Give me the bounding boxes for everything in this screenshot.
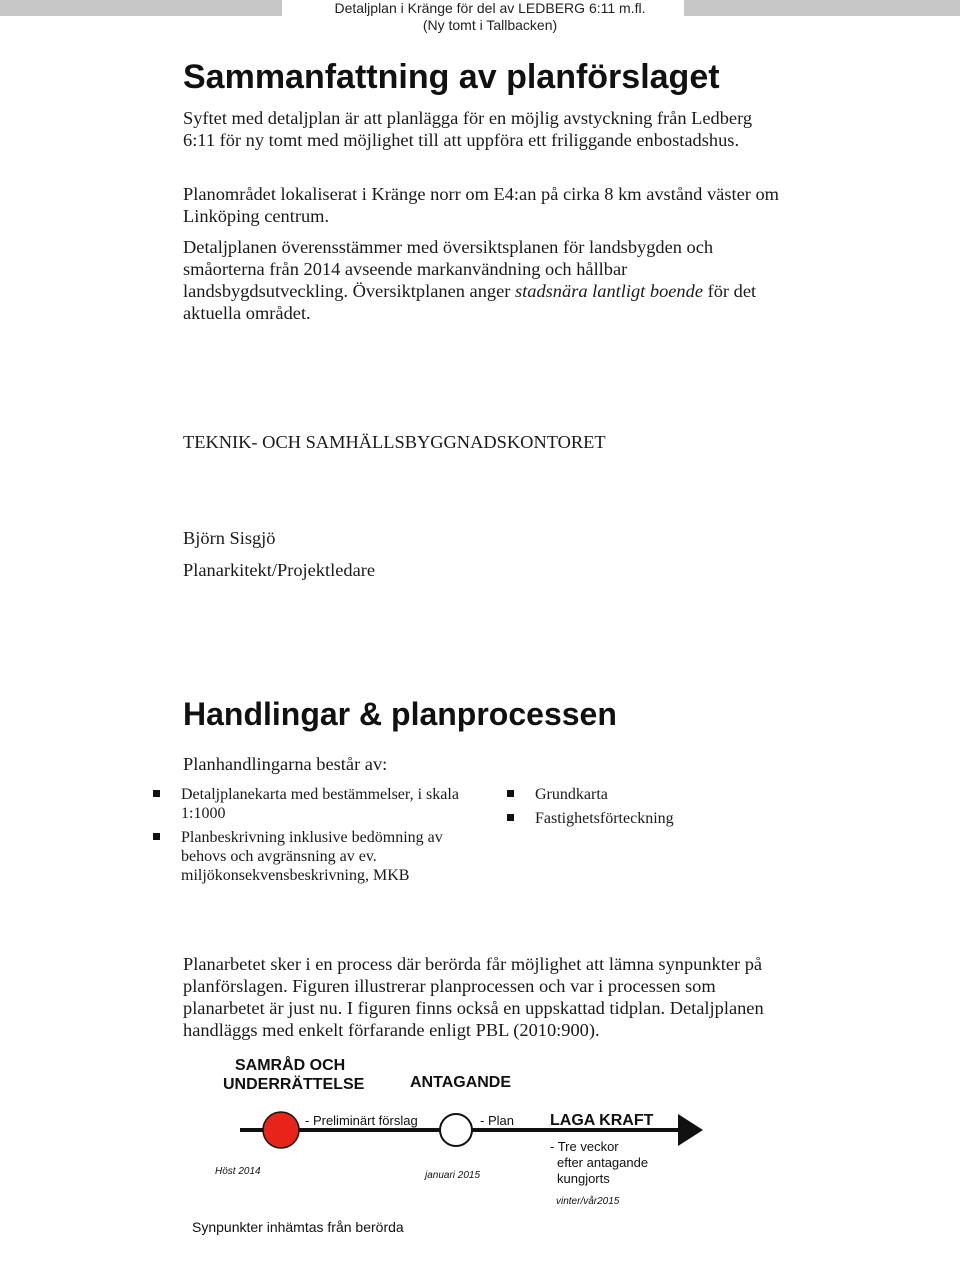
bullet-icon (153, 790, 160, 797)
page-header (300, 0, 680, 34)
header-line-1: Detaljplan i Kränge för del av LEDBERG 6:11 m.fl. (334, 0, 646, 16)
list-item (181, 828, 461, 885)
header-bar-left (0, 0, 282, 16)
date-3: vinter/vår2015 (556, 1196, 620, 1207)
list-item (181, 785, 461, 823)
stage1-marker-active (263, 1112, 299, 1148)
planning-process-diagram (190, 1050, 790, 1265)
bullet-icon (507, 814, 514, 821)
summary-paragraph-1: Syftet med detaljplan är att planlägga för en möjlig avstyckning från Ledberg 6:11 för ny tomt med möjlighet till att uppföra ett friliggande enbostadshus. (183, 108, 753, 150)
list-item-text: Grundkarta (535, 786, 608, 803)
process-paragraph: Planarbetet sker i en process där berörda får möjlighet att lämna synpunkter på planförslagen. Figuren illustrerar planprocessen och var i processen som planarbetet är just nu. I figuren finns också en uppskattad tidplan. Detaljplanen handläggs med enkelt förfarande enligt PBL (2010:900). (183, 954, 764, 1040)
date-2: januari 2015 (425, 1170, 481, 1181)
documents-title: Handlingar & planprocessen (183, 696, 617, 732)
stage3-sub-line1: - Tre veckor (550, 1139, 619, 1154)
stage3-label: LAGA KRAFT (550, 1112, 654, 1129)
office-name: TEKNIK- OCH SAMHÄLLSBYGGNADSKONTORET (183, 432, 606, 452)
stage1-label-line2: UNDERRÄTTELSE (223, 1076, 365, 1093)
p3-start: Detaljplanen överensstämmer med översiktsplanen för landsbygden och småorterna från 2014 avseende markanvändning och hållbar landsbygdsutveckling. Översiktplanen anger (183, 237, 714, 301)
header-line-2: (Ny tomt i Tallbacken) (422, 17, 558, 33)
date-1: Höst 2014 (215, 1166, 261, 1177)
timeline-arrow-icon (678, 1114, 703, 1146)
bullet-icon (153, 833, 160, 840)
stage1-sub: - Preliminärt förslag (305, 1113, 418, 1128)
stage1-label-line1: SAMRÅD OCH (235, 1057, 346, 1074)
stage3-sub-line3: kungjorts (557, 1171, 610, 1186)
p3-italic: stadsnära lantligt boende (514, 281, 703, 301)
document-list-left (181, 785, 461, 890)
summary-title: Sammanfattning av planförslaget (183, 58, 720, 96)
signature-role: Planarkitekt/Projektledare (183, 560, 376, 580)
p3-end: för det aktuella området. (183, 281, 757, 323)
stage2-label: ANTAGANDE (410, 1074, 512, 1091)
stage2-sub: - Plan (480, 1113, 514, 1128)
stage3-sub-line2: efter antagande (557, 1155, 649, 1170)
list-item-text: Planbeskrivning inklusive bedömning av behovs och avgränsning av ev. miljökonsekvensbeskrivning, MKB (181, 829, 443, 884)
bullet-icon (507, 790, 514, 797)
list-item-text: Fastighetsförteckning (535, 810, 674, 827)
documents-intro: Planhandlingarna består av: (183, 754, 388, 774)
document-list-right (535, 785, 765, 833)
list-item (535, 809, 765, 828)
list-item-text: Detaljplanekarta med bestämmelser, i skala 1:1000 (181, 786, 459, 822)
summary-paragraph-3 (183, 236, 783, 324)
list-item (535, 785, 765, 804)
stage2-marker (440, 1114, 472, 1146)
header-bar-right (684, 0, 960, 16)
process-footer: Synpunkter inhämtas från berörda (192, 1219, 404, 1235)
summary-paragraph-2: Planområdet lokaliserat i Kränge norr om E4:an på cirka 8 km avstånd väster om Linköping centrum. (183, 184, 779, 226)
signature-name: Björn Sisgjö (183, 528, 276, 548)
